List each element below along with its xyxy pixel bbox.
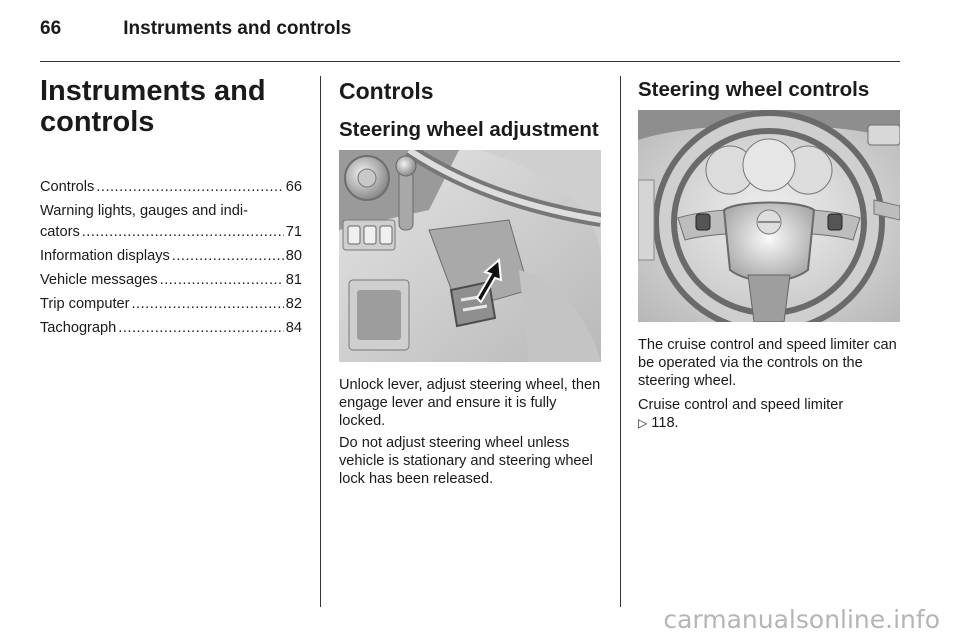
column-divider-1 [320, 76, 321, 607]
toc-entry-title: Trip computer [40, 296, 130, 312]
steering-wheel-controls-heading: Steering wheel controls [638, 78, 870, 101]
toc-entry[interactable] [40, 177, 302, 198]
toc-page-number[interactable]: 81 [285, 272, 302, 288]
toc-entry-title: Tachograph [40, 320, 117, 336]
running-title: Instruments and controls [123, 18, 352, 39]
cruise-control-label: Cruise control and speed limiter [638, 397, 844, 413]
cruise-control-page-link[interactable]: 118. [651, 415, 679, 431]
toc-line [40, 294, 302, 315]
toc-entry[interactable] [40, 318, 302, 339]
steering-column-illustration [339, 150, 601, 362]
toc-line [40, 201, 302, 222]
triangle-arrow-icon: ▷ [638, 416, 648, 430]
column-divider-2 [620, 76, 621, 607]
steering-adjustment-heading: Steering wheel adjustment [339, 118, 599, 141]
toc-entry-title: Vehicle messages [40, 272, 158, 288]
toc-entry-title: Controls [40, 179, 95, 195]
steering-adjustment-photo [339, 150, 601, 362]
toc-leader-dots [131, 294, 283, 315]
cruise-control-reference [638, 396, 900, 432]
toc-line [40, 222, 302, 243]
toc-line [40, 318, 302, 339]
toc-leader-dots [82, 222, 284, 243]
toc-entry[interactable] [40, 246, 302, 267]
adjustment-warning: Do not adjust steering wheel unless vehicle is stationary and steering wheel lock has been released. [339, 435, 593, 487]
page-number: 66 [40, 18, 62, 39]
toc-line [40, 246, 302, 267]
toc-entry[interactable] [40, 201, 302, 243]
toc-line [40, 270, 302, 291]
controls-heading: Controls [339, 78, 434, 104]
toc-entry[interactable] [40, 270, 302, 291]
table-of-contents [40, 177, 302, 342]
toc-line [40, 177, 302, 198]
toc-entry-title: Information displays [40, 248, 170, 264]
header-rule [40, 61, 900, 62]
toc-entry-title: Warning lights, gauges and indi- [40, 203, 248, 219]
steering-wheel-photo [638, 110, 900, 322]
page-header [40, 18, 351, 40]
steering-controls-description: The cruise control and speed limiter can be operated via the controls on the steering wheel. [638, 337, 897, 389]
toc-entry-title: cators [40, 224, 80, 240]
toc-leader-dots [96, 177, 283, 198]
toc-page-number[interactable]: 66 [285, 179, 302, 195]
watermark: carmanualsonline.info [663, 605, 940, 634]
toc-leader-dots [172, 246, 284, 267]
steering-wheel-illustration [638, 110, 900, 322]
toc-page-number[interactable]: 71 [285, 224, 302, 240]
toc-page-number[interactable]: 80 [285, 248, 302, 264]
toc-page-number[interactable]: 82 [285, 296, 302, 312]
toc-entry[interactable] [40, 294, 302, 315]
adjustment-instruction: Unlock lever, adjust steering wheel, then engage lever and ensure it is fully locked. [339, 377, 601, 429]
toc-leader-dots [118, 318, 283, 339]
chapter-title: Instruments and controls [40, 75, 266, 138]
toc-page-number[interactable]: 84 [285, 320, 302, 336]
toc-leader-dots [160, 270, 284, 291]
